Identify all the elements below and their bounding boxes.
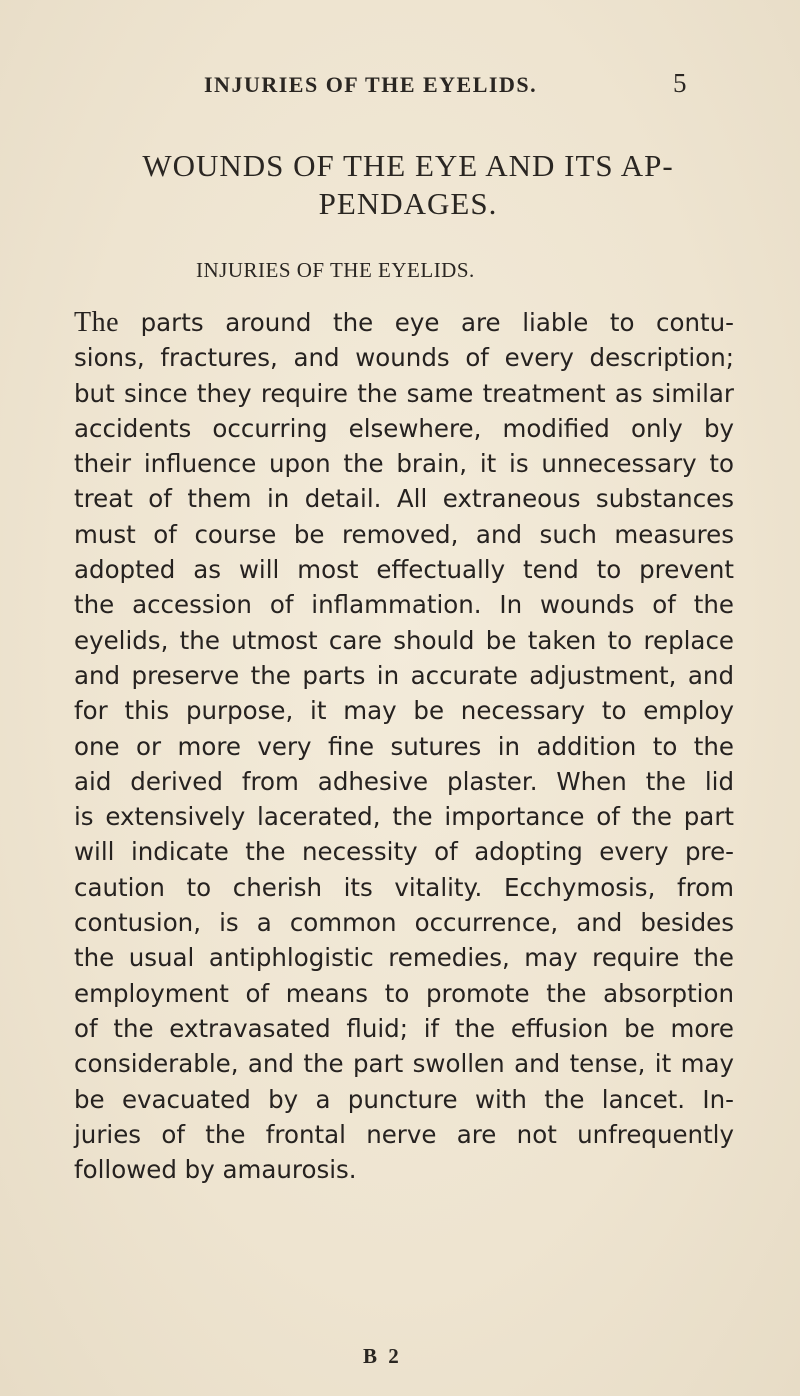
paragraph-line: is extensively lacerated, the importance of the part [74,802,734,832]
paragraph-line: treat of them in detail. All extraneous substances [74,484,734,514]
chapter-title-line-1: WOUNDS OF THE EYE AND ITS AP- [142,148,674,183]
paragraph-line: be evacuated by a puncture with the lancet. In- [74,1084,734,1114]
paragraph-line: followed by amaurosis. [74,1155,357,1185]
paragraph-line: juries of the frontal nerve are not unfrequently [74,1119,734,1149]
paragraph-line: the usual antiphlogistic remedies, may require the [74,943,734,973]
chapter-title [78,147,738,223]
chapter-title-line-2: PENDAGES. [318,186,498,221]
lead-word: The [74,307,120,338]
paragraph-line: contusion, is a common occurrence, and besides [74,908,734,938]
page-number: 5 [673,68,687,98]
paragraph-line: of the extravasated fluid; if the effusion be more [74,1013,734,1043]
paragraph-line: their influence upon the brain, it is unnecessary to [74,449,734,479]
paragraph-line: for this purpose, it may be necessary to employ [74,696,734,726]
paragraph-line: caution to cherish its vitality. Ecchymosis, from [74,872,734,902]
paragraph-line [74,305,734,340]
paragraph-line: eyelids, the utmost care should be taken to replace [74,625,734,655]
running-head: INJURIES OF THE EYELIDS. [204,72,538,97]
paragraph-line: accidents occurring elsewhere, modified only by [74,413,734,443]
paragraph-line: aid derived from adhesive plaster. When the lid [74,766,734,796]
paragraph-line: must of course be removed, and such measures [74,519,734,549]
paragraph-line: one or more very fine sutures in addition to the [74,731,734,761]
paragraph-line: sions, fractures, and wounds of every description; [74,343,734,373]
paragraph-line: considerable, and the part swollen and tense, it may [74,1049,734,1079]
section-title: INJURIES OF THE EYELIDS. [196,258,475,282]
paragraph-line: will indicate the necessity of adopting every pre- [74,837,734,867]
paragraph-line: but since they require the same treatment as similar [74,378,734,408]
paragraph-line: employment of means to promote the absorption [74,978,734,1008]
body-paragraph [74,305,734,1187]
paragraph-line: adopted as will most effectually tend to prevent [74,555,734,585]
signature-mark: B 2 [363,1344,402,1368]
paragraph-line: the accession of inflammation. In wounds of the [74,590,734,620]
paragraph-line-text: parts around the eye are liable to contu- [119,308,734,337]
paragraph-line: and preserve the parts in accurate adjustment, and [74,660,734,690]
